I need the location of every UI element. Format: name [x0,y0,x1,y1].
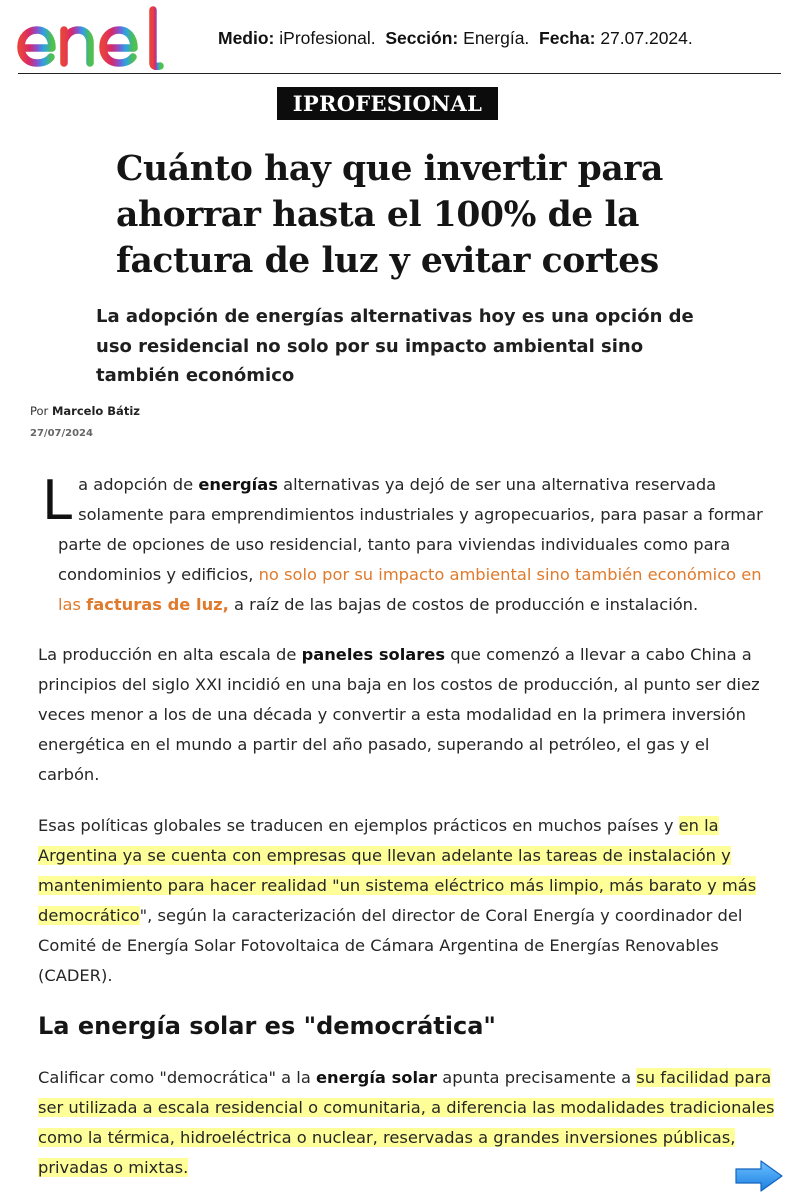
article-title: Cuánto hay que invertir para ahorrar hasta el 100% de la factura de luz y evitar cortes [116,149,663,281]
p1-text-3: a raíz de las bajas de costos de producción e instalación. [228,595,699,614]
byline [30,404,140,418]
article-paragraph-4 [38,1063,780,1183]
p2-text-1: La producción en alta escala de [38,645,302,664]
p1-text-1: a adopción de [78,475,199,494]
p1-link-text: no solo por su impacto ambiental sino también económico en las [58,565,762,614]
p2-text-2: que comenzó a llevar a cabo China a principios del siglo XXI incidió en una baja en los costos de producción, al punto ser diez veces menor a los de una década y convertir a esta modalidad en la primera inversión energética en el mundo a partir del año pasado, superando al petróleo, el gas y el carbón. [38,645,760,784]
section-heading: La energía solar es "democrática" [38,1012,496,1040]
medio-value: iProfesional. [279,28,376,48]
press-clipping-meta [218,28,693,49]
p1-bold-energias: energías [198,475,278,494]
drop-cap: L [42,469,73,532]
p1-text-2: alternativas ya dejó de ser una alternativa reservada solamente para emprendimientos industriales y agropecuarios, para pasar a formar parte de opciones de uso residencial, tanto para viviendas individuales como para condominios y edificios, [58,475,763,584]
medio-label: Medio: [218,28,275,48]
enel-logo [14,6,182,70]
p4-highlight: su facilidad para ser utilizada a escala residencial o comunitaria, a diferencia las modalidades tradicionales como la térmica, hidroeléctrica o nuclear, reservadas a grandes inversiones públicas, privadas o mixtas. [38,1068,775,1177]
byline-prefix: Por [30,404,49,418]
p4-bold-energia-solar: energía solar [315,1068,438,1087]
p4-text-1: Calificar como "democrática" a la [38,1068,316,1087]
p3-highlight: en la Argentina ya se cuenta con empresas que llevan adelante las tareas de instalación y mantenimiento para hacer realidad "un sistema eléctrico más limpio, más barato y más democrático [38,816,757,925]
p1-link-facturas: facturas de luz, [86,595,229,614]
p4-text-2: apunta precisamente a [437,1068,637,1087]
article-paragraph-2 [38,640,774,790]
publication-logo: IPROFESIONAL [277,87,498,120]
p3-text-2: ", según la caracterización del director de Coral Energía y coordinador del Comité de Energía Solar Fotovoltaica de Cámara Argentina de Energías Renovables (CADER). [38,906,743,985]
arrow-right-icon[interactable] [733,1158,785,1194]
article-date: 27/07/2024 [30,428,93,439]
fecha-label: Fecha: [539,28,596,48]
p3-text-1: Esas políticas globales se traducen en ejemplos prácticos en muchos países y [38,816,679,835]
header-divider [18,73,781,74]
article-paragraph-1 [38,470,774,620]
p2-bold-paneles: paneles solares [301,645,446,664]
article-paragraph-3 [38,811,774,991]
seccion-label: Sección: [385,28,459,48]
seccion-value: Energía. [463,28,530,48]
fecha-value: 27.07.2024. [600,28,693,48]
article-subtitle: La adopción de energías alternativas hoy es una opción de uso residencial no solo por su impacto ambiental sino también económico [96,306,694,386]
author-name[interactable]: Marcelo Bátiz [51,404,140,418]
